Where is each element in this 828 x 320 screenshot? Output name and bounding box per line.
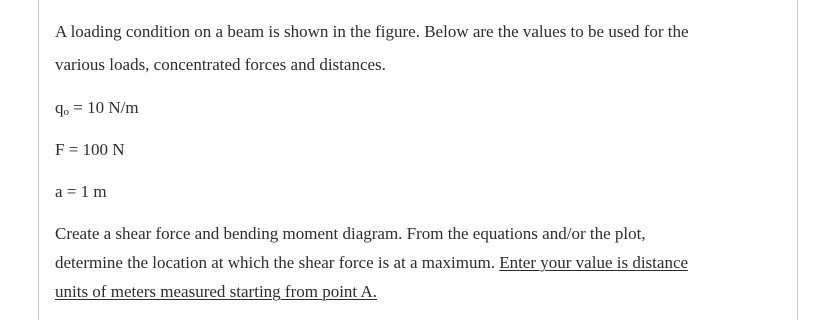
q0-value <box>55 98 139 120</box>
q0-symbol: q <box>55 98 64 117</box>
q0-subscript: o <box>63 106 69 118</box>
question-card <box>38 0 798 320</box>
task-line-3 <box>55 282 377 302</box>
task-instruction-underlined: Enter your value is distance <box>499 253 689 272</box>
task-line-1: Create a shear force and bending moment diagram. From the equations and/or the plot, <box>55 224 646 243</box>
distance-value: a = 1 m <box>55 182 107 201</box>
intro-line-1: A loading condition on a beam is shown in the figure. Below are the values to be used for the <box>55 22 689 41</box>
intro-line-2: various loads, concentrated forces and distances. <box>55 55 386 74</box>
task-line-2 <box>55 253 688 273</box>
task-instruction-underlined-2: units of meters measured starting from point A. <box>55 282 377 301</box>
force-value: F = 100 N <box>55 140 125 159</box>
task-line-2-text: determine the location at which the shear force is at a maximum. <box>55 253 500 272</box>
q0-rest: = 10 N/m <box>69 98 139 117</box>
